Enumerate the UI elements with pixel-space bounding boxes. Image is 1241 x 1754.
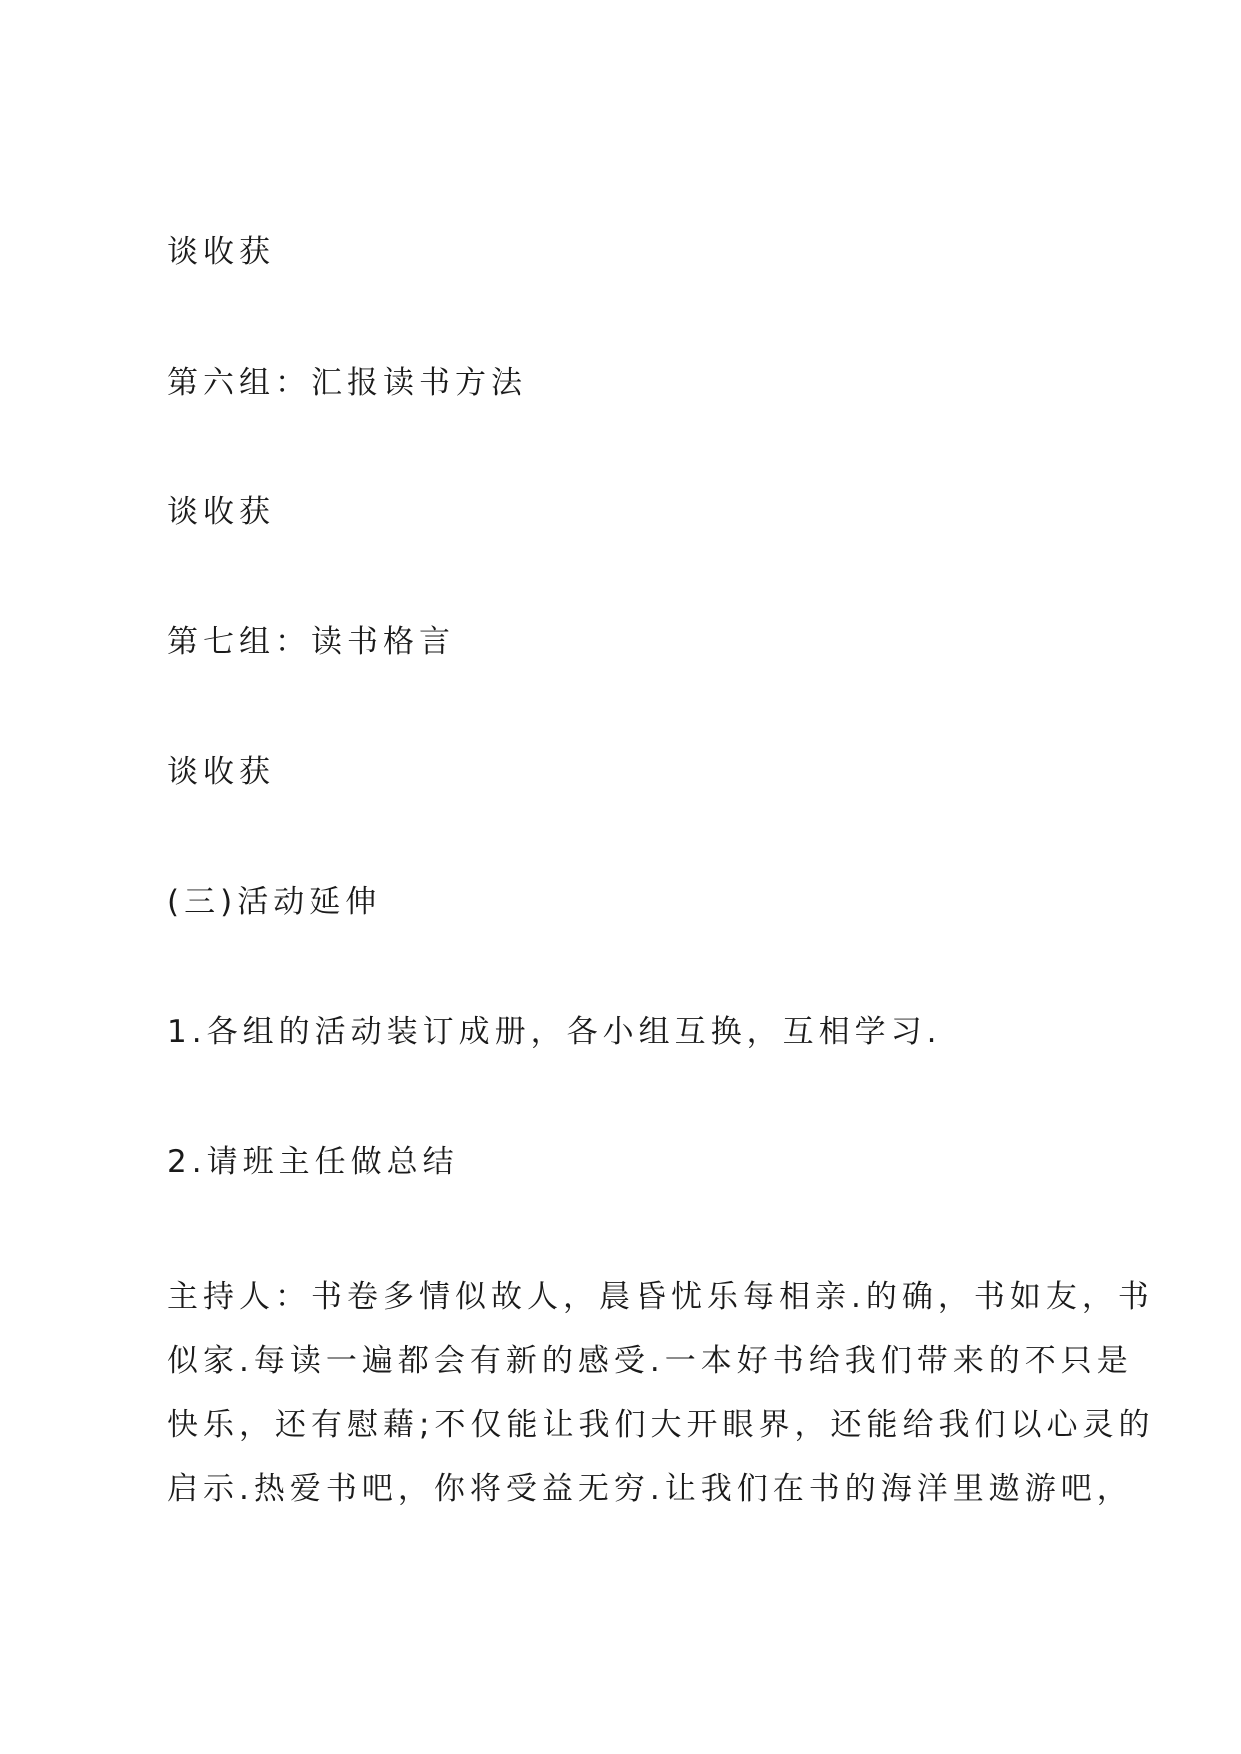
host-paragraph	[167, 1265, 1155, 1521]
section-heading-activity-extension: (三)活动延伸	[167, 884, 382, 920]
paragraph-group-seven: 第七组：读书格言	[167, 624, 455, 660]
host-line: 主持人：书卷多情似故人，晨昏忧乐每相亲.的确，书如友，书	[167, 1279, 1154, 1315]
list-item-1: 1.各组的活动装订成册，各小组互换，互相学习.	[167, 1014, 942, 1050]
paragraph-talk-gains-3: 谈收获	[167, 754, 275, 790]
host-line: 快乐，还有慰藉;不仅能让我们大开眼界，还能给我们以心灵的	[167, 1407, 1155, 1443]
paragraph-talk-gains-1: 谈收获	[167, 234, 275, 270]
paragraph-group-six: 第六组：汇报读书方法	[167, 365, 527, 401]
host-line: 似家.每读一遍都会有新的感受.一本好书给我们带来的不只是	[167, 1343, 1133, 1379]
paragraph-talk-gains-2: 谈收获	[167, 494, 275, 530]
host-line: 启示.热爱书吧，你将受益无穷.让我们在书的海洋里遨游吧，	[167, 1471, 1133, 1507]
list-item-2: 2.请班主任做总结	[167, 1144, 459, 1180]
